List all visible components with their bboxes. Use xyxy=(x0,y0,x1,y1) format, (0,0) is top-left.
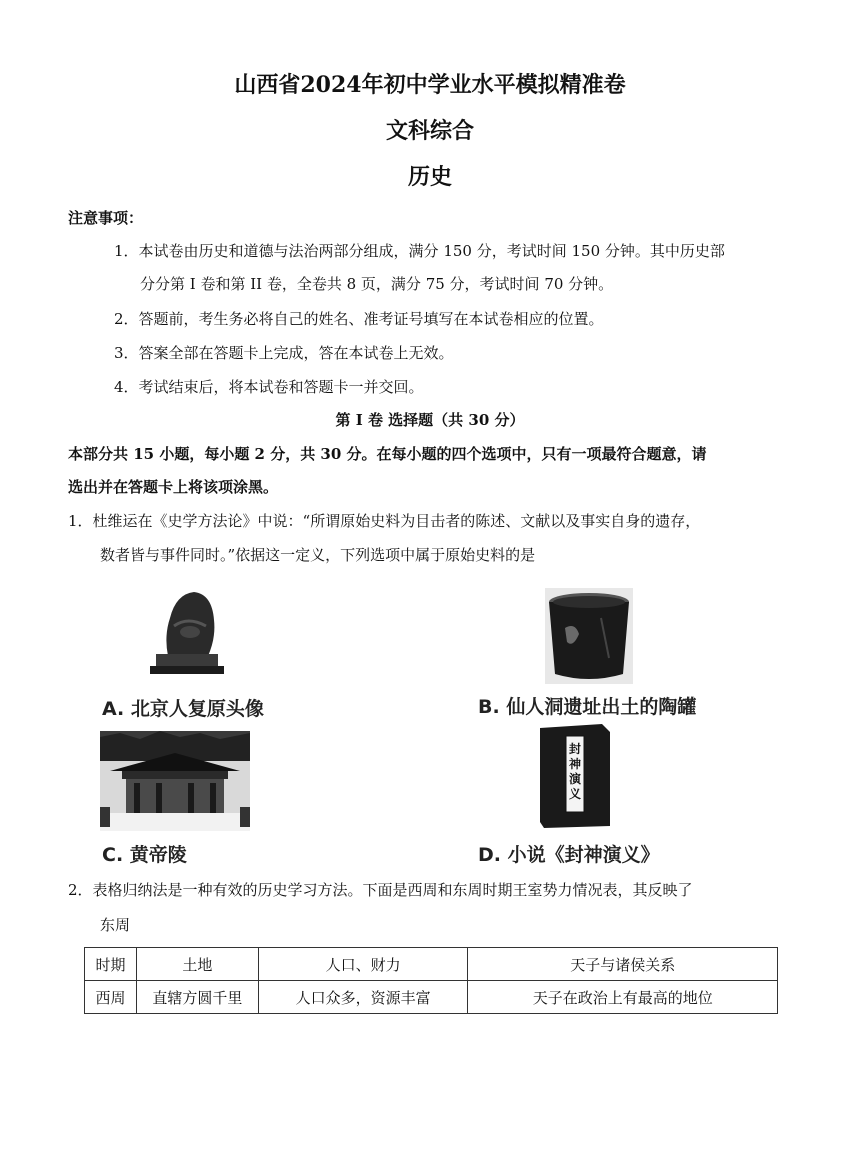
book-cover-title: 封神演义 xyxy=(568,742,581,801)
table-cell: 人口众多，资源丰富 xyxy=(258,981,468,1014)
option-c-label: C. 黄帝陵 xyxy=(102,844,187,866)
table-header-cell: 时期 xyxy=(85,948,137,981)
section-heading: 第 I 卷 选择题（共 30 分） xyxy=(335,411,525,429)
subject-title: 历史 xyxy=(407,164,452,190)
history-table xyxy=(84,947,778,1014)
pottery-jar-image xyxy=(545,588,633,684)
section-instructions-line-2: 选出并在答题卡上将该项涂黑。 xyxy=(68,478,279,496)
exam-subtitle: 文科综合 xyxy=(385,118,474,144)
table-header-row xyxy=(85,948,778,981)
q1-stem-line-1: 1．杜维运在《史学方法论》中说：“所谓原始史料为目击者的陈述、文献以及事实自身的遗存， xyxy=(68,512,701,530)
option-d-label: D. 小说《封神演义》 xyxy=(478,844,660,866)
option-a-label: A. 北京人复原头像 xyxy=(102,698,264,720)
notice-heading: 注意事项： xyxy=(68,209,144,227)
table-cell: 西周 xyxy=(85,981,137,1014)
table-header-cell: 天子与诸侯关系 xyxy=(468,948,778,981)
notice-item-2: 2．答题前，考生务必将自己的姓名、准考证号填写在本试卷相应的位置。 xyxy=(114,310,604,328)
peking-man-bust-image xyxy=(146,586,228,676)
option-b-label: B. 仙人洞遗址出土的陶罐 xyxy=(478,696,697,718)
table-cell: 天子在政治上有最高的地位 xyxy=(468,981,778,1014)
notice-item-4: 4．考试结束后，将本试卷和答题卡一并交回。 xyxy=(114,378,424,396)
exam-title: 山西省2024年初中学业水平模拟精准卷 xyxy=(234,72,626,98)
table-row xyxy=(85,981,778,1014)
q2-stem-line-2: 东周 xyxy=(100,916,131,934)
notice-item-3: 3．答案全部在答题卡上完成，答在本试卷上无效。 xyxy=(114,344,454,362)
q1-stem-line-2: 数者皆与事件同时。”依据这一定义，下列选项中属于原始史料的是 xyxy=(100,546,536,564)
notice-item-1: 1．本试卷由历史和道德与法治两部分组成，满分 150 分，考试时间 150 分钟。其中历史部 xyxy=(114,242,725,260)
table-header-cell: 人口、财力 xyxy=(258,948,468,981)
table-header-cell: 土地 xyxy=(136,948,258,981)
notice-item-1-cont: 分分第 I 卷和第 II 卷，全卷共 8 页，满分 75 分，考试时间 70 分钟。 xyxy=(140,275,614,293)
section-instructions-line-1: 本部分共 15 小题，每小题 2 分，共 30 分。在每小题的四个选项中，只有一项最符合题意，请 xyxy=(68,445,707,463)
q2-stem-line-1: 2．表格归纳法是一种有效的历史学习方法。下面是西周和东周时期王室势力情况表，其反映了 xyxy=(68,881,693,899)
table-cell: 直辖方圆千里 xyxy=(136,981,258,1014)
huangdi-mausoleum-image xyxy=(100,731,250,831)
